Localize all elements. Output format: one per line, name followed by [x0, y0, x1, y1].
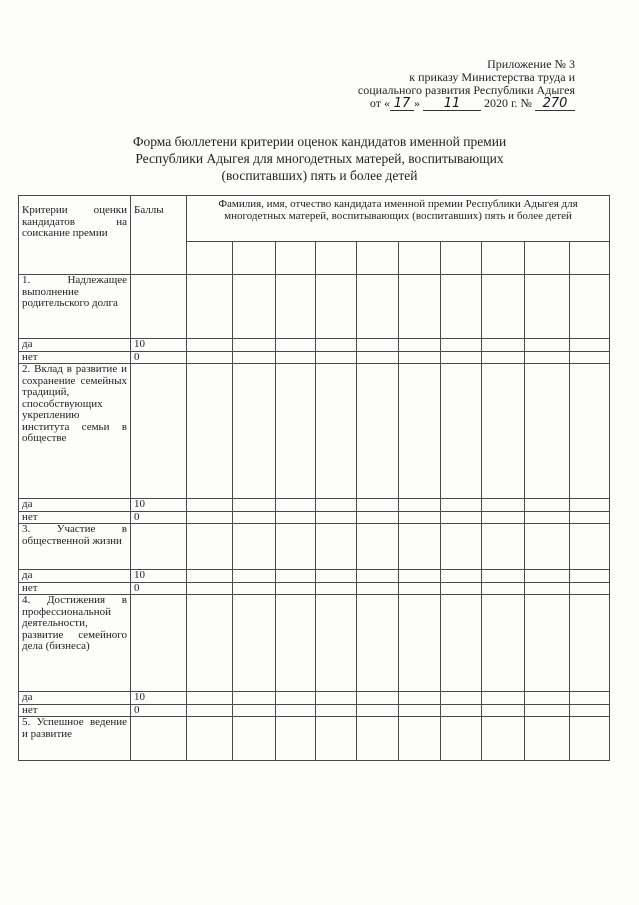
score-cell[interactable] — [525, 582, 570, 595]
score-cell[interactable] — [187, 582, 233, 595]
score-cell[interactable] — [316, 339, 357, 352]
score-cell[interactable] — [399, 364, 441, 499]
score-cell[interactable] — [276, 524, 316, 570]
answer-yes-points: 10 — [131, 499, 187, 512]
score-cell[interactable] — [187, 570, 233, 583]
criteria-body — [19, 275, 610, 761]
score-cell[interactable] — [276, 595, 316, 692]
answer-no-points: 0 — [131, 351, 187, 364]
score-cell[interactable] — [357, 351, 399, 364]
score-cell[interactable] — [525, 692, 570, 705]
score-cell[interactable] — [316, 499, 357, 512]
score-cell[interactable] — [570, 717, 610, 761]
score-cell[interactable] — [482, 704, 525, 717]
answer-yes-label: да — [19, 499, 131, 512]
score-cell[interactable] — [233, 704, 276, 717]
candidate-name-cell[interactable] — [316, 242, 357, 275]
score-cell[interactable] — [187, 339, 233, 352]
score-cell[interactable] — [357, 524, 399, 570]
score-cell[interactable] — [482, 717, 525, 761]
score-cell[interactable] — [441, 704, 482, 717]
score-cell[interactable] — [482, 499, 525, 512]
criterion-points-cell — [131, 595, 187, 692]
score-cell[interactable] — [187, 351, 233, 364]
candidate-name-cell[interactable] — [399, 242, 441, 275]
order-date-line — [370, 97, 575, 111]
score-cell[interactable] — [570, 275, 610, 339]
score-cell[interactable] — [525, 499, 570, 512]
criterion-label: 5. Успешное ведение и развитие — [19, 717, 131, 761]
score-cell[interactable] — [357, 339, 399, 352]
score-cell[interactable] — [441, 524, 482, 570]
score-cell[interactable] — [276, 570, 316, 583]
title-line-1: Форма бюллетени критерии оценок кандидатов именной премии — [132, 134, 507, 149]
handwritten-month: 11 — [423, 98, 481, 111]
score-cell[interactable] — [482, 351, 525, 364]
score-cell[interactable] — [399, 339, 441, 352]
criterion-points-cell — [131, 524, 187, 570]
score-cell[interactable] — [399, 499, 441, 512]
score-cell[interactable] — [570, 524, 610, 570]
answer-no-label: нет — [19, 704, 131, 717]
criterion-label: 4. Достижения в профессиональной деятельности, развитие семейного дела (бизнеса) — [19, 595, 131, 692]
score-cell[interactable] — [525, 717, 570, 761]
score-cell[interactable] — [233, 570, 276, 583]
score-cell[interactable] — [187, 704, 233, 717]
score-cell[interactable] — [276, 704, 316, 717]
score-cell[interactable] — [233, 364, 276, 499]
score-cell[interactable] — [525, 339, 570, 352]
score-cell[interactable] — [316, 595, 357, 692]
answer-no-points: 0 — [131, 704, 187, 717]
answer-yes-label: да — [19, 570, 131, 583]
score-cell[interactable] — [570, 364, 610, 499]
score-cell[interactable] — [525, 704, 570, 717]
score-cell[interactable] — [233, 582, 276, 595]
score-cell[interactable] — [233, 275, 276, 339]
score-cell[interactable] — [441, 692, 482, 705]
score-cell[interactable] — [482, 595, 525, 692]
score-cell[interactable] — [482, 570, 525, 583]
score-cell[interactable] — [233, 524, 276, 570]
score-cell[interactable] — [570, 595, 610, 692]
score-cell[interactable] — [482, 692, 525, 705]
handwritten-day: 17 — [390, 98, 414, 111]
score-cell[interactable] — [482, 364, 525, 499]
score-cell[interactable] — [441, 717, 482, 761]
answer-no-label: нет — [19, 351, 131, 364]
answer-yes-row — [19, 339, 610, 352]
score-cell[interactable] — [441, 275, 482, 339]
score-cell[interactable] — [441, 570, 482, 583]
candidate-name-cell[interactable] — [525, 242, 570, 275]
score-cell[interactable] — [233, 351, 276, 364]
answer-no-row — [19, 582, 610, 595]
score-cell[interactable] — [399, 692, 441, 705]
score-cell[interactable] — [187, 524, 233, 570]
score-cell[interactable] — [399, 524, 441, 570]
candidate-name-cell[interactable] — [187, 242, 233, 275]
answer-no-row — [19, 511, 610, 524]
score-cell[interactable] — [570, 692, 610, 705]
score-cell[interactable] — [233, 499, 276, 512]
score-cell[interactable] — [399, 582, 441, 595]
score-cell[interactable] — [525, 364, 570, 499]
score-cell[interactable] — [276, 499, 316, 512]
score-cell[interactable] — [399, 570, 441, 583]
score-cell[interactable] — [399, 351, 441, 364]
score-cell[interactable] — [187, 717, 233, 761]
criterion-label: 2. Вклад в развитие и сохранение семейных традиций, способствующих укреплению института семьи в обществе — [19, 364, 131, 499]
score-cell[interactable] — [441, 339, 482, 352]
score-cell[interactable] — [482, 582, 525, 595]
criterion-label: 1. Надлежащее выполнение родительского долга — [19, 275, 131, 339]
criterion-row — [19, 275, 610, 339]
score-cell[interactable] — [276, 351, 316, 364]
score-cell[interactable] — [276, 339, 316, 352]
score-cell[interactable] — [316, 692, 357, 705]
score-cell[interactable] — [525, 595, 570, 692]
score-cell[interactable] — [316, 351, 357, 364]
score-cell[interactable] — [525, 570, 570, 583]
appendix-number: Приложение № 3 — [487, 57, 575, 71]
criterion-row — [19, 364, 610, 499]
score-cell[interactable] — [525, 524, 570, 570]
criterion-points-cell — [131, 364, 187, 499]
ministry-name: социального развития Республики Адыгея — [357, 83, 575, 97]
score-cell[interactable] — [316, 704, 357, 717]
score-cell[interactable] — [187, 692, 233, 705]
score-cell[interactable] — [316, 582, 357, 595]
score-cell[interactable] — [441, 351, 482, 364]
score-cell[interactable] — [441, 499, 482, 512]
score-cell[interactable] — [570, 704, 610, 717]
score-cell[interactable] — [187, 364, 233, 499]
answer-yes-points: 10 — [131, 570, 187, 583]
score-cell[interactable] — [399, 511, 441, 524]
score-cell[interactable] — [233, 339, 276, 352]
answer-no-row — [19, 704, 610, 717]
candidate-name-cell[interactable] — [233, 242, 276, 275]
score-cell[interactable] — [357, 704, 399, 717]
score-cell[interactable] — [570, 582, 610, 595]
candidate-name-cell[interactable] — [276, 242, 316, 275]
candidate-name-cell[interactable] — [570, 242, 610, 275]
score-cell[interactable] — [233, 511, 276, 524]
answer-yes-points: 10 — [131, 339, 187, 352]
answer-no-label: нет — [19, 582, 131, 595]
score-cell[interactable] — [525, 275, 570, 339]
criterion-row — [19, 524, 610, 570]
score-cell[interactable] — [357, 499, 399, 512]
criterion-label: 3. Участие в общественной жизни — [19, 524, 131, 570]
score-cell[interactable] — [525, 351, 570, 364]
score-cell[interactable] — [482, 339, 525, 352]
score-cell[interactable] — [399, 717, 441, 761]
score-cell[interactable] — [316, 275, 357, 339]
score-cell[interactable] — [276, 717, 316, 761]
score-cell[interactable] — [233, 595, 276, 692]
score-cell[interactable] — [276, 364, 316, 499]
score-cell[interactable] — [276, 511, 316, 524]
score-cell[interactable] — [399, 275, 441, 339]
score-cell[interactable] — [276, 582, 316, 595]
order-reference: к приказу Министерства труда и — [409, 70, 575, 84]
ballot-table — [18, 195, 610, 761]
answer-yes-label: да — [19, 692, 131, 705]
header-criteria: Критерии оценки кандидатов на соискание премии — [19, 196, 131, 275]
score-cell[interactable] — [233, 717, 276, 761]
handwritten-order-number: 270 — [535, 98, 575, 111]
score-cell[interactable] — [570, 339, 610, 352]
date-mid: » — [413, 96, 420, 110]
score-cell[interactable] — [187, 511, 233, 524]
answer-yes-label: да — [19, 339, 131, 352]
score-cell[interactable] — [482, 275, 525, 339]
score-cell[interactable] — [276, 692, 316, 705]
score-cell[interactable] — [357, 275, 399, 339]
criterion-row — [19, 717, 610, 761]
answer-no-points: 0 — [131, 582, 187, 595]
year-text: 2020 г. № — [483, 96, 532, 110]
candidate-name-cell[interactable] — [357, 242, 399, 275]
score-cell[interactable] — [357, 717, 399, 761]
score-cell[interactable] — [316, 364, 357, 499]
score-cell[interactable] — [357, 511, 399, 524]
header-candidates: Фамилия, имя, отчество кандидата именной премии Республики Адыгея для многодетных матерей, воспитывающих (воспитавших) пять и более детей — [187, 196, 610, 242]
score-cell[interactable] — [570, 499, 610, 512]
answer-yes-row — [19, 499, 610, 512]
answer-no-row — [19, 351, 610, 364]
score-cell[interactable] — [357, 570, 399, 583]
answer-yes-row — [19, 570, 610, 583]
title-line-3: (воспитавших) пять и более детей — [221, 168, 418, 183]
score-cell[interactable] — [482, 524, 525, 570]
score-cell[interactable] — [357, 595, 399, 692]
score-cell[interactable] — [357, 692, 399, 705]
candidate-name-cell[interactable] — [482, 242, 525, 275]
score-cell[interactable] — [316, 717, 357, 761]
score-cell[interactable] — [187, 595, 233, 692]
score-cell[interactable] — [482, 511, 525, 524]
score-cell[interactable] — [187, 275, 233, 339]
answer-no-label: нет — [19, 511, 131, 524]
score-cell[interactable] — [441, 511, 482, 524]
score-cell[interactable] — [399, 704, 441, 717]
score-cell[interactable] — [570, 511, 610, 524]
score-cell[interactable] — [399, 595, 441, 692]
answer-yes-points: 10 — [131, 692, 187, 705]
score-cell[interactable] — [276, 275, 316, 339]
score-cell[interactable] — [316, 570, 357, 583]
score-cell[interactable] — [233, 692, 276, 705]
header-points: Баллы — [131, 196, 187, 275]
score-cell[interactable] — [357, 364, 399, 499]
criterion-row — [19, 595, 610, 692]
score-cell[interactable] — [441, 595, 482, 692]
score-cell[interactable] — [441, 364, 482, 499]
score-cell[interactable] — [316, 524, 357, 570]
score-cell[interactable] — [357, 582, 399, 595]
answer-no-points: 0 — [131, 511, 187, 524]
form-title — [0, 133, 639, 184]
score-cell[interactable] — [570, 570, 610, 583]
score-cell[interactable] — [441, 582, 482, 595]
score-cell[interactable] — [525, 511, 570, 524]
date-prefix: от « — [369, 96, 390, 110]
answer-yes-row — [19, 692, 610, 705]
score-cell[interactable] — [570, 351, 610, 364]
score-cell[interactable] — [187, 499, 233, 512]
score-cell[interactable] — [316, 511, 357, 524]
criterion-points-cell — [131, 717, 187, 761]
candidate-name-cell[interactable] — [441, 242, 482, 275]
criterion-points-cell — [131, 275, 187, 339]
title-line-2: Республики Адыгея для многодетных матерей, воспитывающих — [135, 151, 504, 166]
